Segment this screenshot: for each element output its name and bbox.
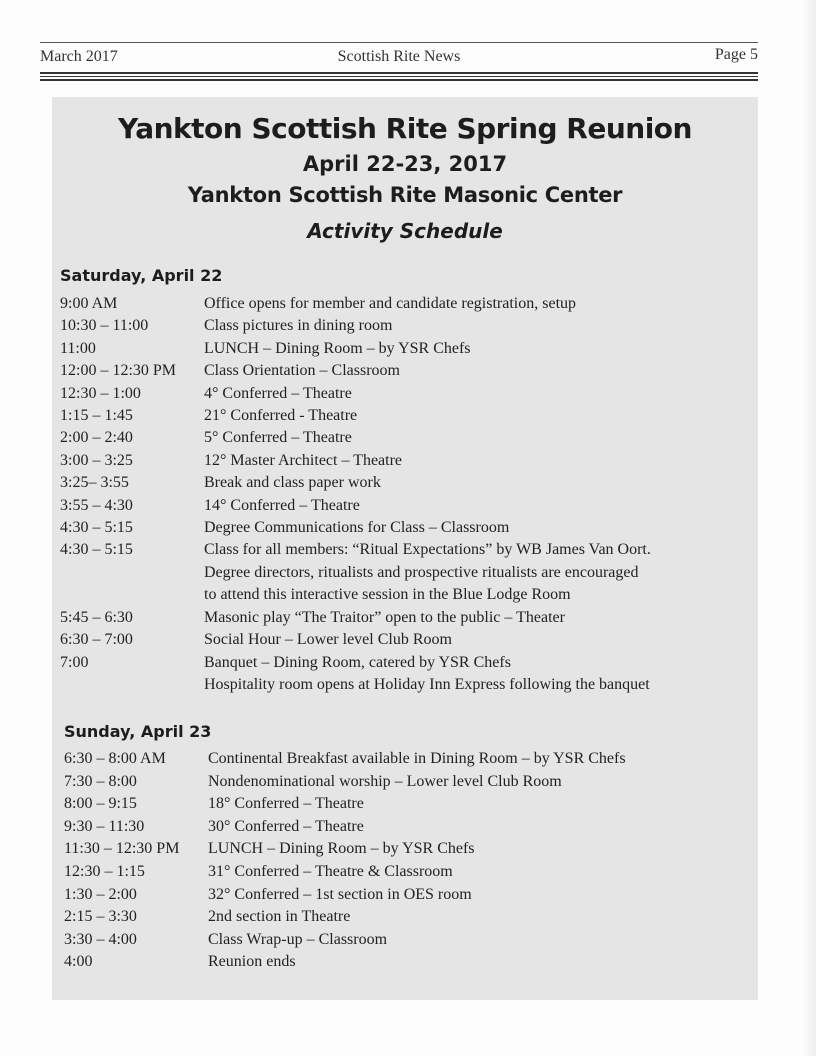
page-edge-shadow <box>802 0 816 1056</box>
event-activity: 30° Conferred – Theatre <box>208 817 364 835</box>
event-time: 1:30 – 2:00 <box>64 885 137 903</box>
event-activity: 2nd section in Theatre <box>208 908 351 926</box>
schedule-row <box>60 539 760 561</box>
event-activity: Hospitality room opens at Holiday Inn Express following the banquet <box>204 675 650 693</box>
event-time: 4:30 – 5:15 <box>60 541 133 559</box>
schedule-row <box>60 607 760 629</box>
schedule-row <box>60 383 760 405</box>
page-number: Page 5 <box>714 46 758 63</box>
event-activity: Reunion ends <box>208 953 296 971</box>
schedule-row <box>64 816 760 839</box>
event-time: 7:00 <box>60 653 89 671</box>
event-time: 10:30 – 11:00 <box>60 317 149 335</box>
event-time: 12:30 – 1:00 <box>60 384 141 402</box>
header-top-rule <box>40 42 758 43</box>
header-divider <box>40 72 758 83</box>
event-activity: Office opens for member and candidate registration, setup <box>204 295 577 312</box>
event-activity: Masonic play “The Traitor” open to the public – Theater <box>204 608 565 626</box>
event-time <box>60 584 204 606</box>
schedule-row <box>64 838 760 861</box>
schedule-row <box>64 771 760 794</box>
schedule-row <box>60 495 760 517</box>
event-activity: Degree Communications for Class – Classroom <box>204 519 510 537</box>
event-activity: 18° Conferred – Theatre <box>208 795 364 813</box>
event-time <box>60 562 204 584</box>
issue-date: March 2017 <box>40 48 118 65</box>
event-time: 7:30 – 8:00 <box>64 772 137 790</box>
event-time: 11:00 <box>60 339 96 357</box>
event-activity: Class Orientation – Classroom <box>204 362 400 380</box>
publication-name: Scottish Rite News <box>337 48 461 65</box>
event-time: 6:30 – 7:00 <box>60 631 133 649</box>
schedule-row <box>60 629 760 651</box>
event-dates: April 22-23, 2017 <box>302 152 508 176</box>
schedule-row <box>60 427 760 449</box>
schedule-row <box>60 360 760 382</box>
event-activity: 14° Conferred – Theatre <box>204 496 360 514</box>
day-heading-sunday: Sunday, April 23 <box>64 722 212 741</box>
schedule-row <box>64 906 760 929</box>
event-activity: Social Hour – Lower level Club Room <box>204 631 452 649</box>
event-activity: Class pictures in dining room <box>204 317 393 335</box>
event-activity: 31° Conferred – Theatre & Classroom <box>208 862 453 880</box>
event-time: 3:55 – 4:30 <box>60 496 133 514</box>
schedule-row <box>60 338 760 360</box>
event-activity: LUNCH – Dining Room – by YSR Chefs <box>208 840 475 858</box>
event-activity: Degree directors, ritualists and prospective ritualists are encouraged <box>204 563 639 581</box>
event-activity: Class Wrap-up – Classroom <box>208 930 388 948</box>
schedule-row <box>60 450 760 472</box>
schedule-row <box>64 793 760 816</box>
event-time <box>60 674 204 696</box>
event-activity: Continental Breakfast available in Dining Room – by YSR Chefs <box>208 750 626 767</box>
event-title: Yankton Scottish Rite Spring Reunion <box>118 112 692 145</box>
sunday-schedule <box>64 748 760 974</box>
event-activity: to attend this interactive session in the Blue Lodge Room <box>204 586 571 604</box>
event-time: 12:00 – 12:30 PM <box>60 362 177 380</box>
schedule-row <box>64 929 760 952</box>
event-activity: 5° Conferred – Theatre <box>204 429 352 447</box>
saturday-schedule <box>60 293 760 696</box>
day-heading-saturday: Saturday, April 22 <box>60 266 223 285</box>
event-time: 9:00 AM <box>60 295 118 312</box>
schedule-row <box>60 405 760 427</box>
schedule-row <box>60 517 760 539</box>
event-activity: Nondenominational worship – Lower level Club Room <box>208 772 562 790</box>
schedule-row <box>60 674 760 696</box>
schedule-subtitle: Activity Schedule <box>307 219 503 243</box>
schedule-row <box>60 652 760 674</box>
event-time: 5:45 – 6:30 <box>60 608 133 626</box>
event-activity: 21° Conferred - Theatre <box>204 407 358 425</box>
schedule-row <box>60 584 760 606</box>
page-header <box>40 46 758 70</box>
event-activity: 12° Master Architect – Theatre <box>204 451 403 469</box>
event-time: 8:00 – 9:15 <box>64 795 137 813</box>
event-time: 2:15 – 3:30 <box>64 908 137 926</box>
event-activity: Class for all members: “Ritual Expectations” by WB James Van Oort. <box>204 541 651 559</box>
event-time: 3:30 – 4:00 <box>64 930 137 948</box>
event-activity: 4° Conferred – Theatre <box>204 384 352 402</box>
event-time: 4:30 – 5:15 <box>60 519 133 537</box>
event-activity: Break and class paper work <box>204 474 381 492</box>
schedule-row <box>60 472 760 494</box>
event-activity: LUNCH – Dining Room – by YSR Chefs <box>204 339 471 357</box>
schedule-row <box>60 562 760 584</box>
schedule-row <box>64 748 760 771</box>
schedule-row <box>64 861 760 884</box>
event-time: 4:00 <box>64 953 93 971</box>
event-time: 3:00 – 3:25 <box>60 451 133 469</box>
event-venue: Yankton Scottish Rite Masonic Center <box>187 183 623 207</box>
event-time: 6:30 – 8:00 AM <box>64 750 166 767</box>
schedule-row <box>60 293 760 315</box>
event-time: 12:30 – 1:15 <box>64 862 145 880</box>
schedule-row <box>64 951 760 974</box>
schedule-row <box>64 884 760 907</box>
event-time: 11:30 – 12:30 PM <box>64 840 180 858</box>
event-time: 2:00 – 2:40 <box>60 429 133 447</box>
event-time: 3:25– 3:55 <box>60 474 129 492</box>
event-time: 9:30 – 11:30 <box>64 817 145 835</box>
event-time: 1:15 – 1:45 <box>60 407 133 425</box>
event-activity: Banquet – Dining Room, catered by YSR Chefs <box>204 653 511 671</box>
event-activity: 32° Conferred – 1st section in OES room <box>208 885 472 903</box>
schedule-row <box>60 315 760 337</box>
